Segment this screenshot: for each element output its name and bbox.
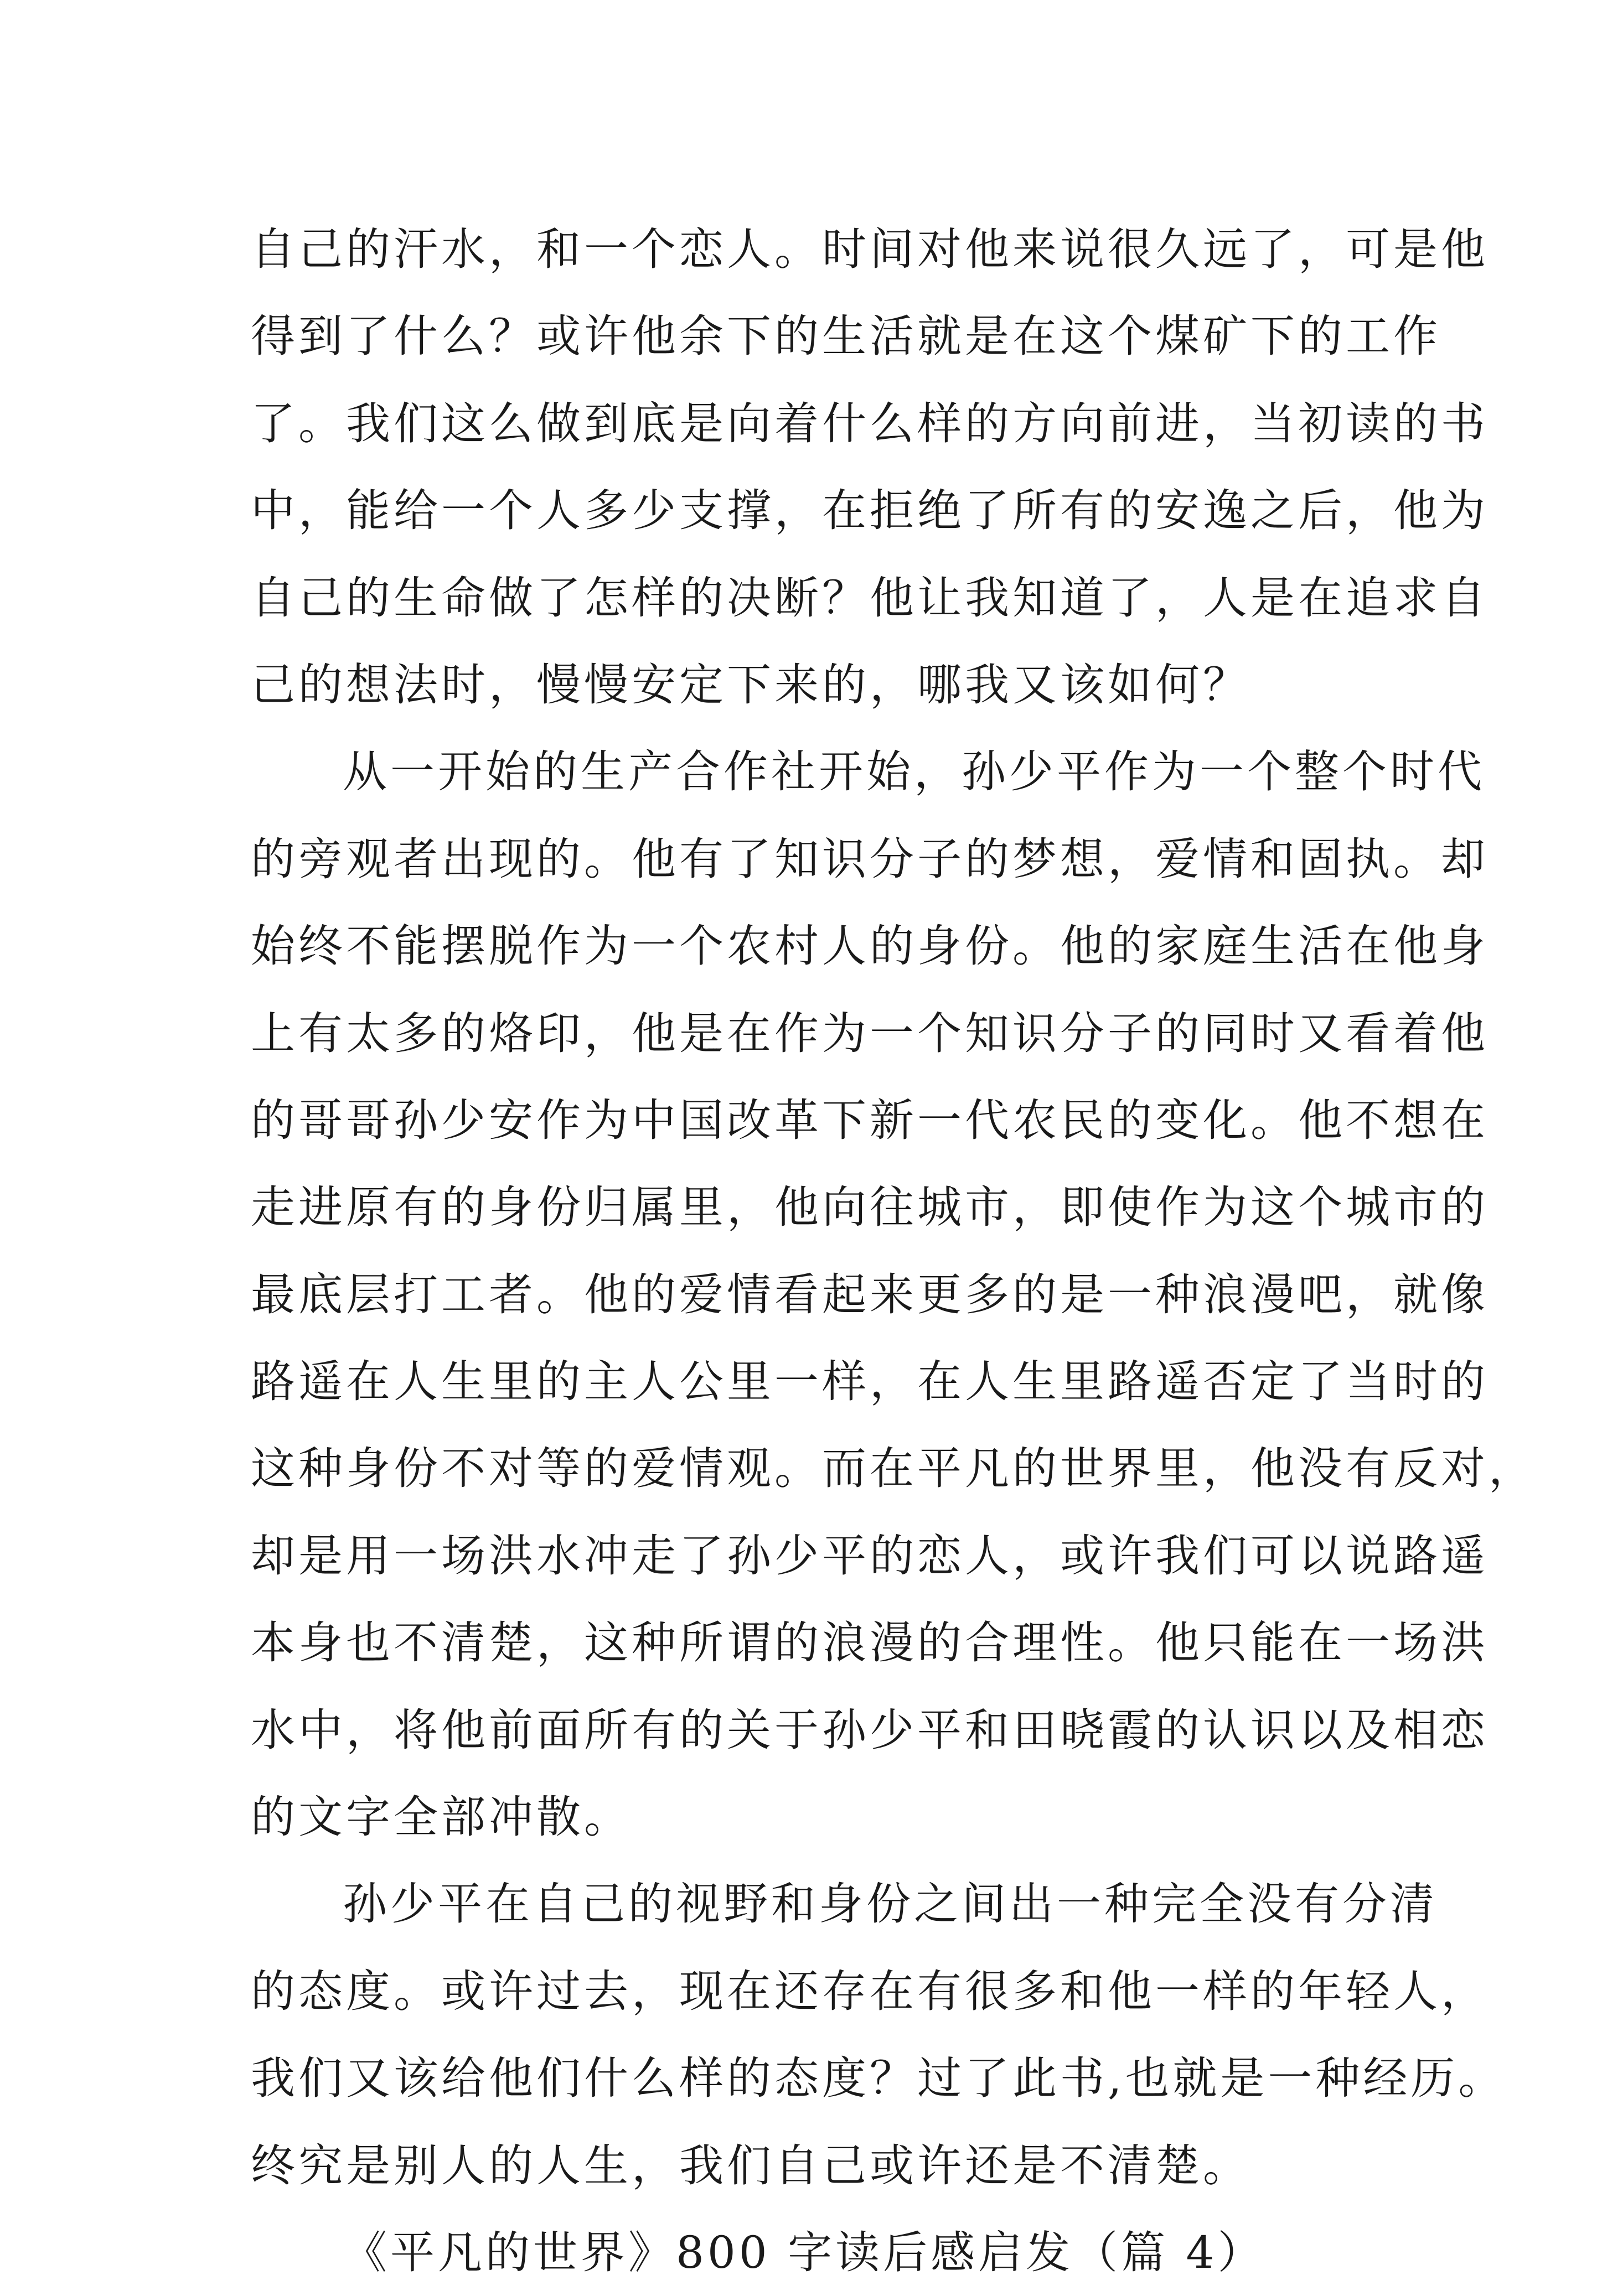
text-line: 从一开始的生产合作社开始，孙少平作为一个整个时代 — [343, 746, 1485, 798]
text-line: 却是用一场洪水冲走了孙少平的恋人，或许我们可以说路遥 — [251, 1530, 1489, 1582]
text-line: 得到了什么？或许他余下的生活就是在这个煤矿下的工作 — [251, 310, 1441, 362]
text-line: 终究是别人的人生，我们自己或许还是不清楚。 — [251, 2139, 1250, 2191]
text-line: 了。我们这么做到底是向着什么样的方向前进，当初读的书 — [251, 397, 1489, 449]
text-line: 自己的生命做了怎样的决断？他让我知道了，人是在追求自 — [251, 572, 1489, 624]
text-line: 的文字全部冲散。 — [251, 1791, 632, 1843]
text-line: 走进原有的身份归属里，他向往城市，即使作为这个城市的 — [251, 1181, 1489, 1233]
text-line: 上有太多的烙印，他是在作为一个知识分子的同时又看着他 — [251, 1007, 1489, 1059]
section-heading-paragraph — [251, 2209, 1352, 2296]
section-heading: 《平凡的世界》800 字读后感启发（篇 4） — [343, 2226, 1265, 2278]
document-body — [251, 206, 1536, 2296]
text-line: 孙少平在自己的视野和身份之间出一种完全没有分清 — [343, 1878, 1438, 1930]
text-line: 中，能给一个人多少支撑，在拒绝了所有的安逸之后，他为 — [251, 485, 1489, 537]
text-line: 始终不能摆脱作为一个农村人的身份。他的家庭生活在他身 — [251, 920, 1489, 972]
text-line: 的哥哥孙少安作为中国改革下新一代农民的变化。他不想在 — [251, 1094, 1489, 1146]
text-line: 路遥在人生里的主人公里一样，在人生里路遥否定了当时的 — [251, 1356, 1489, 1408]
text-line: 水中，将他前面所有的关于孙少平和田晓霞的认识以及相恋 — [251, 1704, 1489, 1756]
text-line: 自己的汗水，和一个恋人。时间对他来说很久远了，可是他 — [251, 224, 1489, 275]
text-line: 这种身份不对等的爱情观。而在平凡的世界里，他没有反对， — [251, 1443, 1536, 1495]
text-line: 本身也不清楚，这种所谓的浪漫的合理性。他只能在一场洪 — [251, 1617, 1489, 1669]
paragraph-2 — [251, 728, 1536, 1860]
text-line: 的态度。或许过去，现在还存在有很多和他一样的年轻人， — [251, 1965, 1489, 2017]
text-line: 己的想法时，慢慢安定下来的，哪我又该如何？ — [251, 659, 1250, 711]
text-line: 最底层打工者。他的爱情看起来更多的是一种浪漫吧，就像 — [251, 1268, 1489, 1320]
paragraph-continuation — [251, 206, 1489, 728]
text-line: 的旁观者出现的。他有了知识分子的梦想，爱情和固执。却 — [251, 833, 1489, 885]
text-line: 我们又该给他们什么样的态度？过了此书,也就是一种经历。 — [251, 2053, 1506, 2105]
paragraph-3 — [251, 1860, 1506, 2209]
